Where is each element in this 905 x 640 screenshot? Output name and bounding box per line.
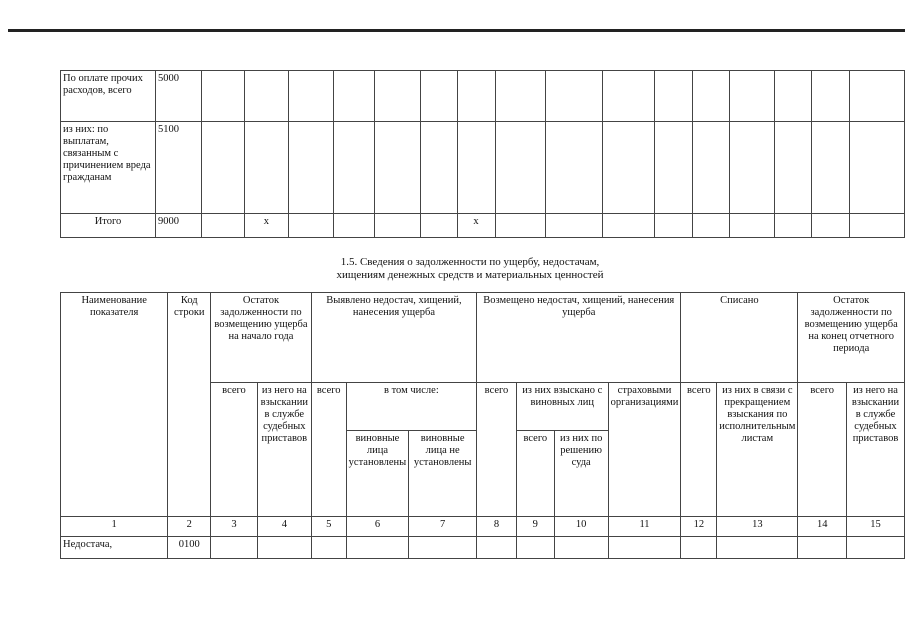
header-bailiffs: из него на взыскании в службе судебных приставов — [847, 383, 905, 517]
row-code: 9000 — [155, 214, 201, 238]
cell — [495, 71, 546, 122]
cell — [201, 214, 244, 238]
table-row — [61, 537, 905, 559]
cell — [775, 122, 812, 214]
col-number: 15 — [847, 517, 905, 537]
cell — [457, 71, 495, 122]
header-bailiffs: из него на взыскании в службе судебных приставов — [257, 383, 311, 517]
cell — [420, 122, 457, 214]
col-number: 6 — [346, 517, 409, 537]
cell — [333, 71, 374, 122]
cell — [849, 71, 904, 122]
header-total: всего — [311, 383, 346, 517]
header-including: в том числе: — [346, 383, 476, 431]
cell — [849, 214, 904, 238]
col-number: 5 — [311, 517, 346, 537]
header-total: всего — [798, 383, 847, 517]
col-number: 4 — [257, 517, 311, 537]
header-insurance: страховыми организациями — [608, 383, 681, 517]
header-by-court: из них по решению суда — [554, 431, 608, 517]
cell — [477, 537, 517, 559]
row-code: 5000 — [155, 71, 201, 122]
col-number: 12 — [681, 517, 717, 537]
cell — [244, 71, 288, 122]
cell — [409, 537, 477, 559]
cell — [495, 122, 546, 214]
cell — [730, 122, 775, 214]
cell — [655, 122, 693, 214]
col-number: 14 — [798, 517, 847, 537]
header-code: Код строки — [168, 293, 211, 517]
top-rule — [8, 29, 905, 32]
col-number: 7 — [409, 517, 477, 537]
cell — [681, 537, 717, 559]
header-total: всего — [681, 383, 717, 517]
cell — [546, 122, 603, 214]
header-compensated: Возмещено недостач, хищений, нанесения ущерба — [477, 293, 681, 383]
header-enforcement-stop: из них в связи с прекращением взыскания по исполнительным листам — [717, 383, 798, 517]
cell — [201, 71, 244, 122]
col-number: 2 — [168, 517, 211, 537]
header-total: всего — [516, 431, 554, 517]
section-title — [240, 256, 700, 282]
cell — [849, 122, 904, 214]
expenses-table — [60, 70, 905, 238]
header-written-off: Списано — [681, 293, 798, 383]
section-title-line: хищениям денежных средств и материальных ценностей — [336, 269, 604, 281]
row-name: По оплате прочих расходов, всего — [61, 71, 156, 122]
cell — [333, 122, 374, 214]
cell — [603, 71, 655, 122]
table-row — [61, 71, 905, 122]
header-from-guilty: из них взыскано с виновных лиц — [516, 383, 608, 431]
header-guilty-set: виновные лица установлены — [346, 431, 409, 517]
header-guilty-unset: виновные лица не установлены — [409, 431, 477, 517]
cell — [812, 122, 850, 214]
cell — [516, 537, 554, 559]
cell — [693, 71, 730, 122]
cell — [333, 214, 374, 238]
header-found: Выявлено недостач, хищений, нанесения ущерба — [311, 293, 476, 383]
cell — [244, 122, 288, 214]
header-row — [61, 293, 905, 383]
col-number: 13 — [717, 517, 798, 537]
cell — [730, 214, 775, 238]
header-start-balance: Остаток задолженности по возмещению ущерба на начало года — [211, 293, 312, 383]
cell — [812, 214, 850, 238]
col-number: 11 — [608, 517, 681, 537]
cell — [608, 537, 681, 559]
cell — [847, 537, 905, 559]
cell — [211, 537, 258, 559]
cell — [495, 214, 546, 238]
cell — [311, 537, 346, 559]
table-row — [61, 122, 905, 214]
col-number: 3 — [211, 517, 258, 537]
col-number: 10 — [554, 517, 608, 537]
cell — [374, 214, 420, 238]
cell — [730, 71, 775, 122]
section-title-line: 1.5. Сведения о задолженности по ущербу, недостачам, — [340, 256, 600, 268]
cell — [554, 537, 608, 559]
header-total: всего — [477, 383, 517, 517]
cell — [546, 71, 603, 122]
col-number: 8 — [477, 517, 517, 537]
cell — [717, 537, 798, 559]
cell — [346, 537, 409, 559]
header-end-balance: Остаток задолженности по возмещению ущерба на конец отчетного периода — [798, 293, 905, 383]
cell — [201, 122, 244, 214]
col-number: 9 — [516, 517, 554, 537]
cell — [603, 214, 655, 238]
cell — [457, 122, 495, 214]
cell — [257, 537, 311, 559]
cell — [655, 71, 693, 122]
cell — [420, 214, 457, 238]
row-code: 0100 — [168, 537, 211, 559]
cell — [812, 71, 850, 122]
cell — [775, 71, 812, 122]
cell — [374, 122, 420, 214]
col-number: 1 — [61, 517, 168, 537]
cell — [693, 214, 730, 238]
row-code: 5100 — [155, 122, 201, 214]
cell — [288, 214, 333, 238]
header-total: всего — [211, 383, 258, 517]
cell — [288, 71, 333, 122]
damage-debt-table — [60, 292, 905, 559]
cell — [374, 71, 420, 122]
cell — [420, 71, 457, 122]
row-name: Недостача, — [61, 537, 168, 559]
header-name: Наименование показателя — [61, 293, 168, 517]
row-name: из них: по выплатам, связанным с причинением вреда гражданам — [61, 122, 156, 214]
cell — [775, 214, 812, 238]
cell: x — [244, 214, 288, 238]
cell — [546, 214, 603, 238]
cell — [603, 122, 655, 214]
table-row-total — [61, 214, 905, 238]
cell — [693, 122, 730, 214]
column-numbers-row — [61, 517, 905, 537]
row-name: Итого — [61, 214, 156, 238]
cell — [655, 214, 693, 238]
cell — [288, 122, 333, 214]
cell: x — [457, 214, 495, 238]
cell — [798, 537, 847, 559]
